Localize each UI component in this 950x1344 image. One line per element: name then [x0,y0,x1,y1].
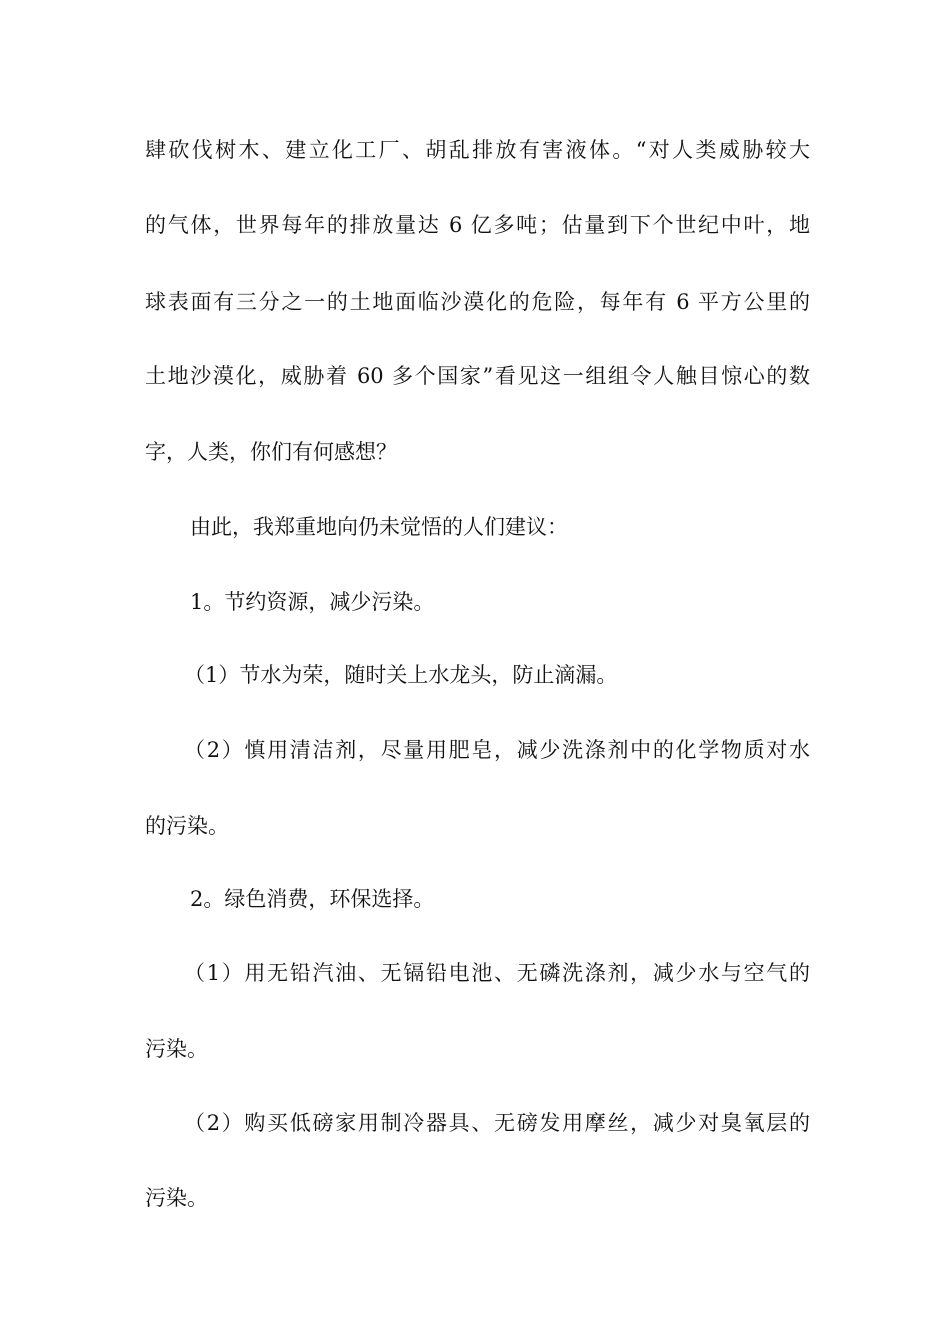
paragraph-line: 字，人类，你们有何感想？ [145,440,397,464]
paragraph-line: 土地沙漠化，威胁着 60 多个国家”看见这一组组令人触目惊心的数 [145,364,810,388]
paragraph-line: 球表面有三分之一的土地面临沙漠化的危险，每年有 6 平方公里的 [145,290,810,314]
list-heading: 1。节约资源，减少污染。 [190,590,435,614]
list-item: （2）慎用清洁剂，尽量用肥皂，减少洗涤剂中的化学物质对水 [184,738,810,762]
list-item: （2）购买低磅家用制冷器具、无磅发用摩丝，减少对臭氧层的 [184,1111,810,1135]
paragraph-line: 肆砍伐树木、建立化工厂、胡乱排放有害液体。“对人类威胁较大 [145,138,810,162]
paragraph-line: 污染。 [145,1037,208,1061]
paragraph-line: 污染。 [145,1186,208,1210]
list-item: （1）节水为荣，随时关上水龙头，防止滴漏。 [184,663,618,687]
list-item: （1）用无铅汽油、无镉铅电池、无磷洗涤剂，减少水与空气的 [184,961,810,985]
paragraph-line: 由此，我郑重地向仍未觉悟的人们建议： [190,515,568,539]
paragraph-line: 的污染。 [145,814,229,838]
paragraph-line: 的气体，世界每年的排放量达 6 亿多吨；估量到下个世纪中叶，地 [145,213,810,237]
list-heading: 2。绿色消费，环保选择。 [190,887,435,911]
